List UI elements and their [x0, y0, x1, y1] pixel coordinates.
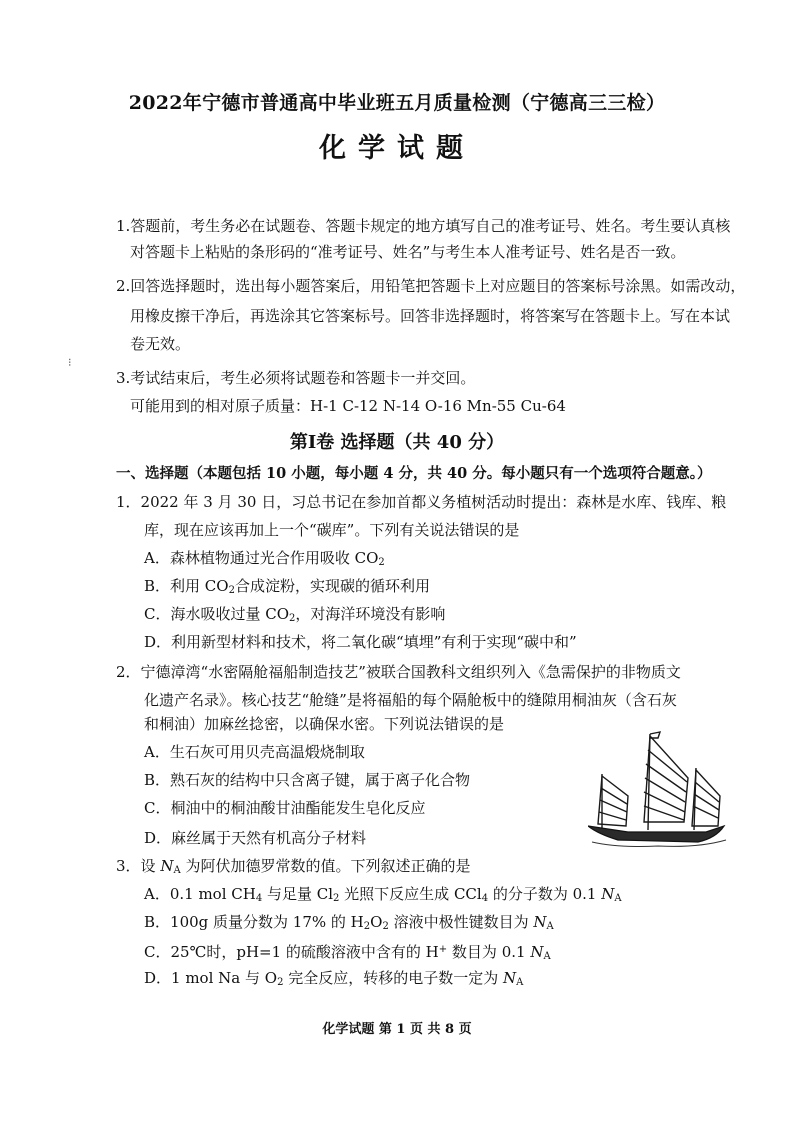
q1-stem-line-2: 库，现在应该再加上一个“碳库”。下列有关说法错误的是	[144, 521, 520, 539]
q3-stem: 3．设 $N_A$ 为阿伏加德罗常数的值。下列叙述正确的是	[116, 857, 471, 876]
q2-stem-line-3: 和桐油）加麻丝捻密，以确保水密。下列说法错误的是	[144, 715, 505, 733]
q1-stem-line-1: 1．2022 年 3 月 30 日，习总书记在参加首都义务植树活动时提出：森林是水库、钱库、粮	[116, 493, 727, 511]
scan-speck: ⁝	[68, 356, 72, 369]
exam-title: 2022年宁德市普通高中毕业班五月质量检测（宁德高三三检）	[128, 92, 666, 114]
page-footer: 化学试题 第 1 页 共 8 页	[322, 1022, 472, 1037]
section-title: 第Ⅰ卷 选择题（共 40 分）	[289, 432, 505, 453]
q2-option-d: D．麻丝属于天然有机高分子材料	[144, 829, 367, 847]
instruction-3: 3.考试结束后，考生必须将试题卷和答题卡一并交回。	[116, 369, 476, 387]
q2-stem-line-1: 2．宁德漳湾“水密隔舱福船制造技艺”被联合国教科文组织列入《急需保护的非物质文	[116, 663, 681, 681]
q2-stem-line-2: 化遗产名录》。核心技艺“舱缝”是将福船的每个隔舱板中的缝隙用桐油灰（含石灰	[144, 691, 677, 709]
q2-option-c: C．桐油中的桐油酸甘油酯能发生皂化反应	[144, 799, 426, 817]
q3-option-b: B．100g 质量分数为 17% 的 $H_2O_2$ 溶液中极性键数目为 $N_A$	[144, 913, 554, 932]
sailing-junk-illustration	[588, 730, 728, 852]
q1-option-a: A．森林植物通过光合作用吸收 $CO_2$	[144, 549, 385, 568]
instruction-1-line-2: 对答题卡上粘贴的条形码的“准考证号、姓名”与考生本人准考证号、姓名是否一致。	[130, 243, 686, 261]
instruction-1-line-1: 1.答题前，考生务必在试题卷、答题卡规定的地方填写自己的准考证号、姓名。考生要认真核	[116, 217, 731, 235]
q1-option-c: C．海水吸收过量 $CO_2$，对海洋环境没有影响	[144, 605, 446, 624]
q2-option-b: B．熟石灰的结构中只含离子键，属于离子化合物	[144, 771, 471, 789]
q3-option-c: C．25℃时，pH=1 的硫酸溶液中含有的 H+ 数目为 0.1 $N_A$	[144, 943, 551, 962]
instruction-2-line-3: 卷无效。	[130, 335, 191, 353]
q2-option-a: A．生石灰可用贝壳高温煅烧制取	[144, 743, 365, 761]
q3-option-d: D．1 mol Na 与 $O_2$ 完全反应，转移的电子数一定为 $N_A$	[144, 969, 524, 988]
atomic-masses: 可能用到的相对原子质量：H-1 C-12 N-14 O-16 Mn-55 Cu-64	[130, 397, 566, 415]
section-intro: 一、选择题（本题包括 10 小题，每小题 4 分，共 40 分。每小题只有一个选项符合题意。）	[116, 465, 712, 482]
q1-option-b: B．利用 $CO_2$合成淀粉，实现碳的循环利用	[144, 577, 430, 596]
instruction-2-line-1: 2.回答选择题时，选出每小题答案后，用铅笔把答题卡上对应题目的答案标号涂黑。如需改动，	[116, 277, 746, 295]
subject-title: 化学试题	[319, 133, 475, 164]
q3-option-a: A．0.1 mol $CH_4$ 与足量 $Cl_2$ 光照下反应生成 CCl$_4$ 的分子数为 0.1 $N_A$	[144, 885, 622, 904]
q1-option-d: D．利用新型材料和技术，将二氧化碳“填埋”有利于实现“碳中和”	[144, 633, 577, 651]
instruction-2-line-2: 用橡皮擦干净后，再选涂其它答案标号。回答非选择题时，将答案写在答题卡上。写在本试	[130, 307, 731, 325]
